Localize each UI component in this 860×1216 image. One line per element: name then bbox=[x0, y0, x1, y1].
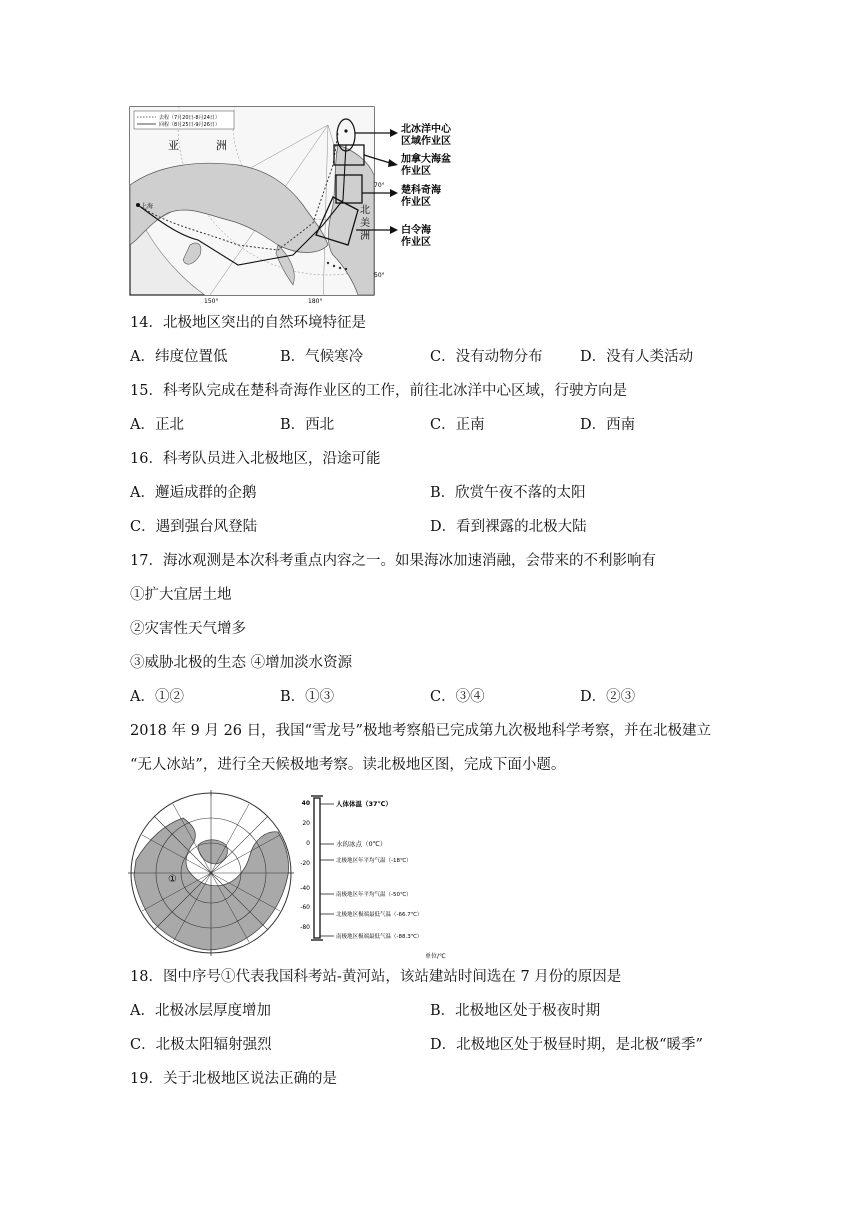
q17-option-b[interactable]: B．①③ bbox=[280, 689, 335, 705]
q17-option-d[interactable]: D．②③ bbox=[580, 689, 636, 705]
legend-outbound: 去程（7月20日-8月24日） bbox=[159, 115, 220, 121]
label-body-temp: 人体体温（37℃） bbox=[336, 800, 392, 808]
label-antarctic-min: 南极地区极端最低气温（-88.3℃） bbox=[336, 934, 423, 940]
q16-option-b[interactable]: B．欣赏午夜不落的太阳 bbox=[430, 485, 586, 501]
label-antarctic-avg: 南极地区年平均气温（-50℃） bbox=[336, 892, 412, 898]
tick-0: 0 bbox=[306, 840, 310, 847]
na-label-2: 美 bbox=[360, 218, 370, 229]
na-label-1: 北 bbox=[360, 205, 370, 216]
zone-2-line-2: 作业区 bbox=[401, 166, 431, 177]
q17-option-a[interactable]: A．①② bbox=[130, 689, 184, 705]
passage-line-1: 2018 年 9 月 26 日，我国“雪龙号”极地考察船已完成第九次极地科学考察，并在北极建立 bbox=[130, 723, 711, 739]
q19-stem: 19．关于北极地区说法正确的是 bbox=[130, 1071, 337, 1087]
q15-option-a[interactable]: A．正北 bbox=[130, 417, 184, 433]
lat-50-label: 50° bbox=[374, 272, 385, 279]
q16-option-a[interactable]: A．邂逅成群的企鹅 bbox=[130, 485, 257, 501]
lat-70-label: 70° bbox=[374, 182, 385, 189]
asia-label-1: 亚 bbox=[168, 139, 179, 152]
tick-20: 20 bbox=[302, 820, 310, 827]
legend-return: 回程（8月25日-9月26日） bbox=[159, 122, 220, 128]
q14-option-c[interactable]: C．没有动物分布 bbox=[430, 349, 543, 365]
zone-1-line-2: 区域作业区 bbox=[401, 136, 451, 147]
q14-option-b[interactable]: B．气候寒冷 bbox=[280, 349, 364, 365]
shanghai-label: 上海 bbox=[141, 203, 154, 210]
q15-option-c[interactable]: C．正南 bbox=[430, 417, 485, 433]
lon-150-label: 150° bbox=[204, 298, 219, 305]
tick-minus-80: -80 bbox=[300, 924, 310, 931]
tick-minus-60: -60 bbox=[300, 904, 310, 911]
q18-option-c[interactable]: C．北极太阳辐射强烈 bbox=[130, 1037, 272, 1053]
zone-4-line-2: 作业区 bbox=[401, 237, 431, 248]
asia-label-2: 洲 bbox=[216, 139, 227, 152]
q18-stem: 18．图中序号①代表我国科考站-黄河站，该站建站时间选在 7 月份的原因是 bbox=[130, 969, 622, 985]
zone-1-line-1: 北冰洋中心 bbox=[401, 124, 451, 135]
q15-option-b[interactable]: B．西北 bbox=[280, 417, 335, 433]
label-arctic-min: 北极地区极端最低气温（-66.7℃） bbox=[336, 912, 423, 918]
q15-stem: 15．科考队完成在楚科奇海作业区的工作，前往北冰洋中心区域，行驶方向是 bbox=[130, 383, 627, 399]
zone-4-line-1: 白令海 bbox=[401, 225, 431, 236]
temperature-scale bbox=[300, 790, 470, 962]
q17-stem: 17．海冰观测是本次科考重点内容之一。如果海冰加速消融，会带来的不利影响有 bbox=[130, 553, 656, 569]
zone-3-line-2: 作业区 bbox=[401, 197, 431, 208]
q16-option-d[interactable]: D．看到裸露的北极大陆 bbox=[430, 519, 587, 535]
q14-option-d[interactable]: D．没有人类活动 bbox=[580, 349, 694, 365]
tick-minus-20: -20 bbox=[300, 860, 310, 867]
label-arctic-avg: 北极地区年平均气温（-18℃） bbox=[336, 858, 412, 864]
q18-option-a[interactable]: A．北极冰层厚度增加 bbox=[130, 1003, 271, 1019]
q18-option-b[interactable]: B．北极地区处于极夜时期 bbox=[430, 1003, 601, 1019]
q16-option-c[interactable]: C．遇到强台风登陆 bbox=[130, 519, 258, 535]
unit-label: 单位/℃ bbox=[425, 953, 446, 960]
q17-option-c[interactable]: C．③④ bbox=[430, 689, 485, 705]
arctic-polar-map bbox=[128, 790, 298, 960]
lon-180-label: 180° bbox=[308, 298, 323, 305]
q14-option-a[interactable]: A．纬度位置低 bbox=[130, 349, 228, 365]
passage-line-2: “无人冰站”，进行全天候极地考察。读北极地区图，完成下面小题。 bbox=[130, 757, 566, 773]
q17-statement-2: ②灾害性天气增多 bbox=[130, 621, 246, 637]
q17-statement-3-4: ③威胁北极的生态 ④增加淡水资源 bbox=[130, 655, 353, 671]
arctic-route-map bbox=[128, 105, 473, 305]
q16-stem: 16．科考队员进入北极地区，沿途可能 bbox=[130, 451, 381, 467]
q17-statement-1: ①扩大宜居土地 bbox=[130, 587, 232, 603]
zone-2-line-1: 加拿大海盆 bbox=[401, 154, 451, 165]
q15-option-d[interactable]: D．西南 bbox=[580, 417, 636, 433]
q14-stem: 14．北极地区突出的自然环境特征是 bbox=[130, 315, 366, 331]
tick-minus-40: -40 bbox=[300, 885, 310, 892]
q18-option-d[interactable]: D．北极地区处于极昼时期，是北极“暖季” bbox=[430, 1037, 703, 1053]
station-marker: ① bbox=[168, 874, 177, 885]
label-freezing: 水的冰点（0℃） bbox=[336, 840, 387, 848]
zone-3-line-1: 楚科奇海 bbox=[401, 185, 441, 196]
tick-40: 40 bbox=[301, 800, 310, 807]
na-label-3: 洲 bbox=[360, 231, 370, 242]
